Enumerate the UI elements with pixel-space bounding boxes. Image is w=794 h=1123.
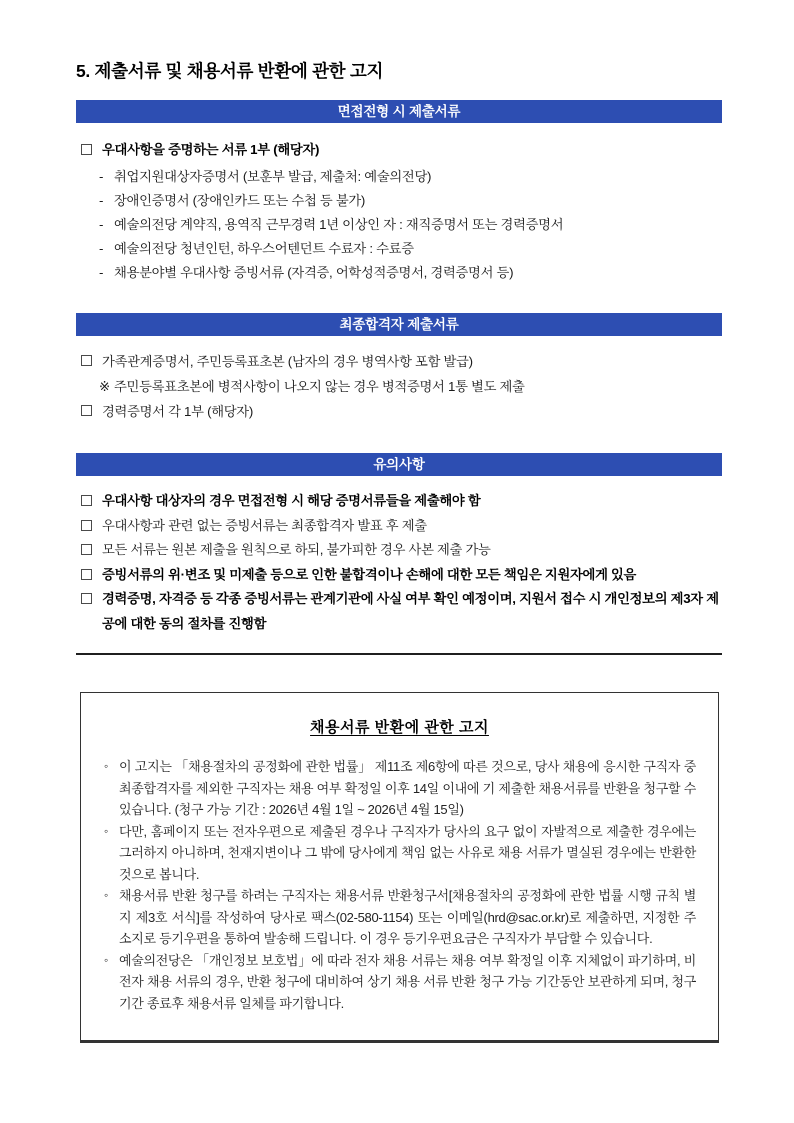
list-item-text: 증빙서류의 위·변조 및 미제출 등으로 인한 불합격이나 손해에 대한 모든 책임은 지원자에게 있음 [102, 566, 637, 582]
list-item-text: 경력증명, 자격증 등 각종 증빙서류는 관계기관에 사실 여부 확인 예정이며, 지원서 접수 시 개인정보의 제3자 제공에 대한 동의 절차를 진행함 [102, 591, 719, 631]
circle-bullet-icon: ◦ [104, 759, 108, 773]
circle-bullet-icon: ◦ [104, 888, 108, 902]
list-item [76, 489, 722, 514]
notice-paragraph-text: 채용서류 반환 청구를 하려는 구직자는 채용서류 반환청구서[채용절차의 공정화에 관한 법률 시행 규칙 별지 제3호 서식]를 작성하여 당사로 팩스(02-580-1154) 또는 이메일(hrd@sac.or.kr)로 제출하면, 지정한 주소지로 등기우편을 통하여 발송해 드립니다. 이 경우 등기우편요금은 구직자가 부담할 수 있습니다. [119, 888, 696, 946]
list-item-text: 가족관계증명서, 주민등록표초본 (남자의 경우 병역사항 포함 발급) [102, 354, 473, 369]
circle-bullet-icon: ◦ [104, 823, 108, 838]
list-item-text: 우대사항 대상자의 경우 면접전형 시 해당 증명서류들을 제출해야 함 [102, 493, 481, 508]
list-item-text: 경력증명서 각 1부 (해당자) [102, 404, 253, 419]
notice-paragraph [103, 756, 696, 821]
dash-marker: - [99, 169, 104, 184]
list-item-text: 예술의전당 청년인턴, 하우스어텐던트 수료자 : 수료증 [114, 241, 414, 256]
section-header-label: 면접전형 시 제출서류 [337, 104, 461, 119]
notice-paragraph-text: 예술의전당은 「개인정보 보호법」에 따라 전자 채용 서류는 채용 여부 확정일 이후 지체없이 파기하며, 비전자 채용 서류의 경우, 반환 청구에 대비하여 상기 채용 서류 반환 청구 가능 기간동안 보관하게 되며, 청구 기간 종료후 채용서류 일체를 파기합니다. [119, 952, 696, 1011]
list-item-text: 채용분야별 우대사항 증빙서류 (자격증, 어학성적증명서, 경력증명서 등) [114, 265, 514, 280]
list-item-text: 장애인증명서 (장애인카드 또는 수첩 등 불가) [114, 193, 366, 208]
dash-marker: - [99, 217, 104, 232]
list-item [76, 165, 722, 189]
list-item-text: 취업지원대상자증명서 (보훈부 발급, 제출처: 예술의전당) [114, 169, 432, 184]
list-item-text: 예술의전당 계약직, 용역직 근무경력 1년 이상인 자 : 재직증명서 또는 경력증명서 [114, 217, 564, 232]
list-item [76, 189, 722, 213]
page-title: 5. 제출서류 및 채용서류 반환에 관한 고지 [76, 61, 384, 81]
checkbox-icon [81, 520, 92, 531]
dash-marker: - [99, 193, 104, 208]
checkbox-icon [81, 355, 92, 366]
list-item [76, 514, 722, 539]
list-item [76, 587, 722, 636]
checkbox-icon [81, 544, 92, 555]
notice-paragraph [103, 885, 696, 950]
section-header-interview-documents [76, 100, 722, 123]
list-item [76, 213, 722, 237]
divider-line [76, 653, 722, 655]
checkbox-icon [81, 593, 92, 604]
list-item [76, 349, 722, 374]
notice-paragraph-text: 다만, 홈페이지 또는 전자우편으로 제출된 경우나 구직자가 당사의 요구 없이 자발적으로 제출한 경우에는 그러하지 아니하며, 천재지변이나 그 밖에 당사에게 책임 없는 사유로 채용 서류가 멸실된 경우에는 반환한 것으로 봅니다. [119, 823, 696, 882]
list-item [76, 374, 722, 399]
list-item-text: 우대사항을 증명하는 서류 1부 (해당자) [102, 142, 320, 157]
document-content [76, 0, 722, 1043]
notice-paragraph [103, 821, 696, 886]
list-item-text: 주민등록표초본에 병적사항이 나오지 않는 경우 병적증명서 1통 별도 제출 [114, 379, 525, 394]
list-item-text: 우대사항과 관련 없는 증빙서류는 최종합격자 발표 후 제출 [102, 517, 427, 533]
checkbox-icon [81, 569, 92, 580]
final-successful-documents-list [76, 336, 722, 435]
dash-marker: - [99, 265, 104, 280]
section-header-label: 최종합격자 제출서류 [339, 317, 459, 332]
section-header-cautions [76, 453, 722, 476]
dash-marker: - [99, 241, 104, 256]
notice-paragraph [103, 950, 696, 1015]
list-item [76, 138, 722, 162]
list-item [76, 261, 722, 285]
reference-mark: ※ [99, 379, 110, 394]
list-item [76, 399, 722, 424]
checkbox-icon [81, 144, 92, 155]
notice-paragraph-text: 이 고지는 「채용절차의 공정화에 관한 법률」 제11조 제6항에 따른 것으로, 당사 채용에 응시한 구직자 중 최종합격자를 제외한 구직자는 채용 여부 확정일 이후 14일 이내에 기 제출한 채용서류를 반환을 청구할 수 있습니다. (청구 가능 기간 : 2026년 4월 1일 ~ 2026년 4월 15일) [119, 759, 696, 817]
section-header-label: 유의사항 [373, 457, 425, 472]
circle-bullet-icon: ◦ [104, 952, 108, 967]
cautions-list [76, 476, 722, 645]
interview-documents-list [76, 123, 722, 295]
checkbox-icon [81, 405, 92, 416]
list-item [76, 237, 722, 261]
notice-box-title: 채용서류 반환에 관한 고지 [310, 719, 489, 736]
return-notice-box [80, 692, 719, 1043]
checkbox-icon [81, 495, 92, 506]
list-item [76, 538, 722, 563]
list-item-text: 모든 서류는 원본 제출을 원칙으로 하되, 불가피한 경우 사본 제출 가능 [102, 542, 491, 557]
list-item [76, 563, 722, 588]
section-header-final-successful-documents [76, 313, 722, 336]
